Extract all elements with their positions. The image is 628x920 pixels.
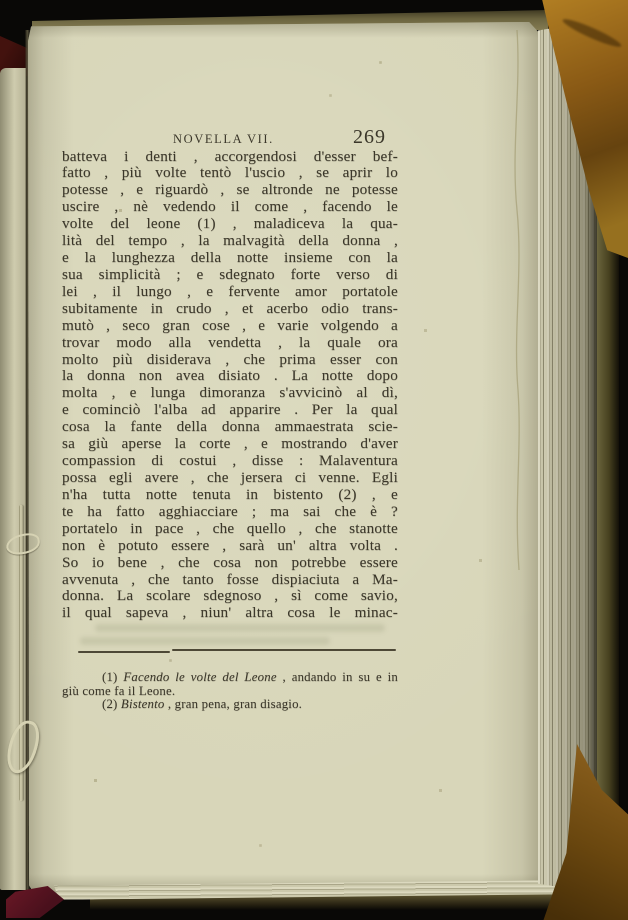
running-head (62, 126, 398, 150)
printed-page-content (62, 126, 398, 712)
text-line: batteva i denti , accorgendosi d'esser bef- (62, 148, 398, 165)
text-line: So io bene , che cosa non potrebbe essere (62, 554, 398, 571)
ink-bleedthrough (80, 637, 330, 645)
ink-bleedthrough (95, 624, 385, 632)
footnote-text: (2) (102, 698, 121, 712)
footnotes (62, 671, 398, 712)
text-line: sa giù aperse la corte , e mostrando d'aver (62, 436, 398, 453)
text-line: mutò , seco gran cose , e varie volgendo a (62, 317, 398, 334)
text-line: te ha fatto agghiacciare ; ma sai che è ? (62, 503, 398, 520)
footnote-text: giù come fa il Leone. (62, 684, 176, 698)
footnote-separator (172, 649, 396, 651)
footnote-text: , gran pena, gran disagio. (164, 698, 303, 712)
text-line: n'ha tutta notte tenuta in bistento (2) , e (62, 486, 398, 503)
text-line: cosa la fante della donna ammaestrata scie- (62, 419, 398, 436)
footnote-term: Bistento (120, 698, 165, 712)
footnote-line (62, 698, 398, 712)
paper-specks (0, 0, 1, 1)
footnote-text: (1) (102, 671, 124, 684)
text-line: fatto , più volte tentò l'uscio , se aprir lo (62, 165, 398, 182)
text-line: volte del leone (1) , maladiceva la qua- (62, 216, 398, 233)
water-stain (505, 30, 535, 575)
text-line: compassion di costui , disse : Malaventura (62, 453, 398, 470)
footnote-term: Facendo le volte del Leone (123, 671, 277, 684)
text-line: subitamente in crudo , et acerbo odio trans- (62, 300, 398, 317)
body-text (62, 149, 398, 623)
text-line: lei , il lungo , e fervente amor portatole (62, 283, 398, 300)
text-line: avvenuta , che tanto fosse dispiaciuta a Ma- (62, 571, 398, 588)
text-line: e cominciò l'alba ad apparire . Per la qual (62, 402, 398, 419)
footnote-line (62, 685, 398, 699)
text-line: molta , e lunga dimoranza s'avvicinò al dì, (62, 385, 398, 402)
text-line: trovar modo alla vendetta , la quale ora (62, 334, 398, 351)
running-title: NOVELLA VII. (173, 132, 274, 146)
text-line: donna. La scolare sdegnoso , sì come savio, (62, 588, 398, 605)
text-line: lità del tempo , la malvagità della donna , (62, 233, 398, 250)
footnote-line (62, 671, 398, 685)
text-line: il qual sapeva , niun' altra cosa le minac- (62, 605, 398, 622)
text-line: la donna non avea disiato . La notte dopo (62, 368, 398, 385)
page-number: 269 (353, 126, 386, 148)
text-line: molto più disiderava , che prima esser con (62, 351, 398, 368)
text-line: non è potuto essere , sarà un' altra volta . (62, 537, 398, 554)
text-line: sua simplicità ; e sdegnato forte verso di (62, 266, 398, 283)
text-line: potesse , e riguardò , se altronde ne potesse (62, 182, 398, 199)
text-line: e la lunghezza della notte insieme con la (62, 250, 398, 267)
text-line: uscire , nè vedendo il come , facendo le (62, 199, 398, 216)
footnote-text: , andando in su e in (276, 671, 398, 684)
footnote-separator (78, 651, 170, 653)
text-line: possa egli avere , che jersera ci venne. Egli (62, 470, 398, 487)
text-line: portatelo in pace , che quello , che stanotte (62, 520, 398, 537)
